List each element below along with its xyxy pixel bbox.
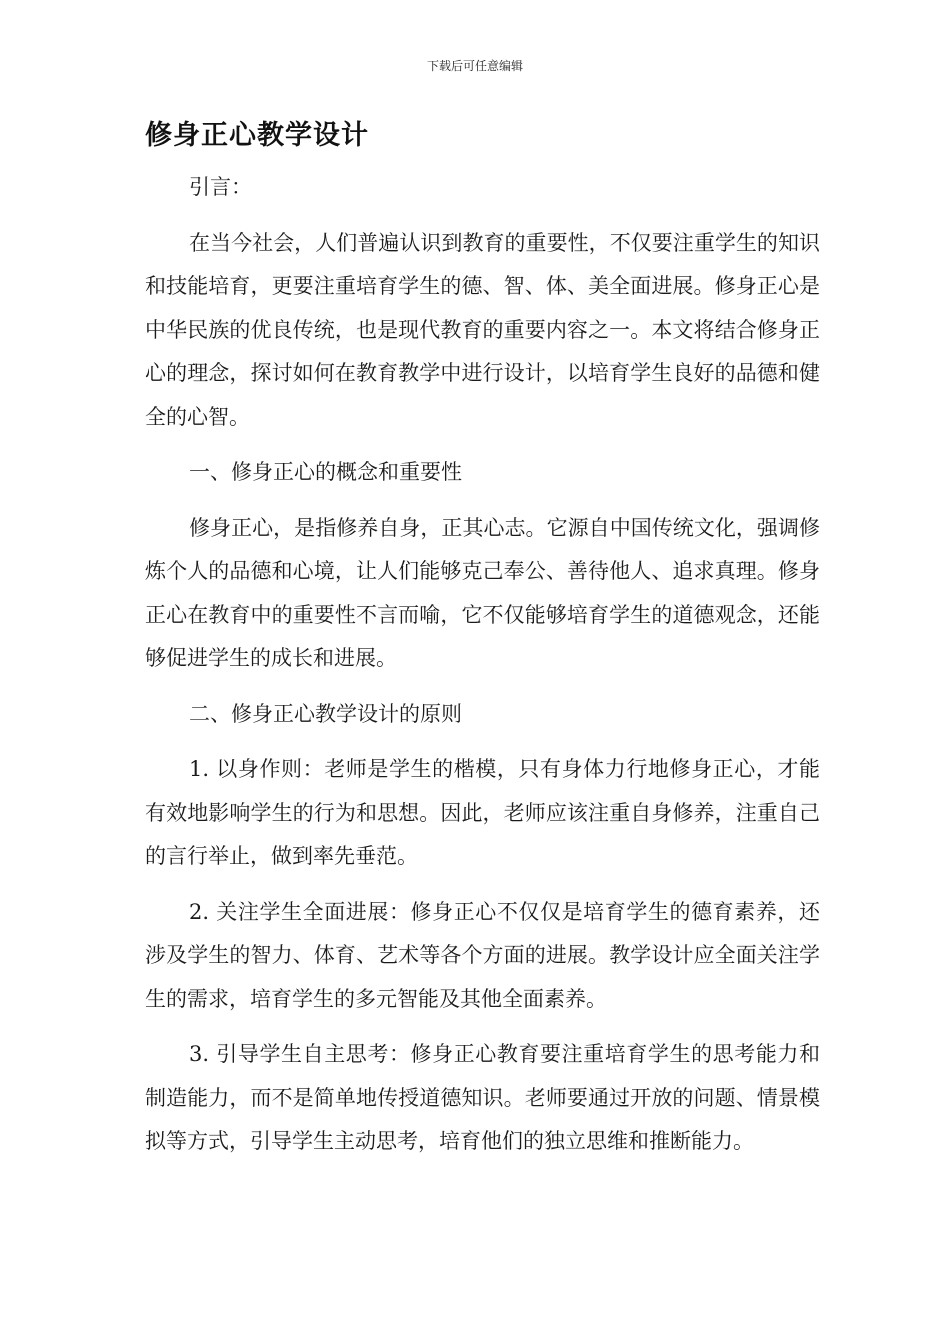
- paragraph-intro: 在当今社会，人们普遍认识到教育的重要性，不仅要注重学生的知识和技能培育，更要注重培育学生的德、智、体、美全面进展。修身正心是中华民族的优良传统，也是现代教育的重要内容之一。本文将结合修身正心的理念，探讨如何在教育教学中进行设计，以培育学生良好的品德和健全的心智。: [145, 230, 820, 429]
- list-item-principle-3: 3. 引导学生自主思考：修身正心教育要注重培育学生的思考能力和制造能力，而不是简单地传授道德知识。老师要通过开放的问题、情景模拟等方式，引导学生主动思考，培育他们的独立思维和推断能力。: [145, 1042, 820, 1153]
- header-note: 下载后可任意编辑: [426, 59, 523, 73]
- paragraph-concept: 修身正心，是指修养自身，正其心志。它源自中国传统文化，强调修炼个人的品德和心境，让人们能够克己奉公、善待他人、追求真理。修身正心在教育中的重要性不言而喻，它不仅能够培育学生的道德观念，还能够促进学生的成长和进展。: [145, 515, 820, 670]
- paragraph-intro-label: 引言：: [189, 175, 252, 199]
- list-item-principle-2: 2. 关注学生全面进展：修身正心不仅仅是培育学生的德育素养，还涉及学生的智力、体育、艺术等各个方面的进展。教学设计应全面关注学生的需求，培育学生的多元智能及其他全面素养。: [145, 899, 820, 1011]
- document-title: 修身正心教学设计: [145, 120, 369, 151]
- section-heading-concept: 一、修身正心的概念和重要性: [189, 460, 462, 484]
- section-heading-principles: 二、修身正心教学设计的原则: [189, 701, 462, 726]
- list-item-principle-1: 1. 以身作则：老师是学生的楷模，只有身体力行地修身正心，才能有效地影响学生的行为和思想。因此，老师应该注重自身修养，注重自己的言行举止，做到率先垂范。: [145, 757, 820, 868]
- document-body: [145, 166, 820, 1176]
